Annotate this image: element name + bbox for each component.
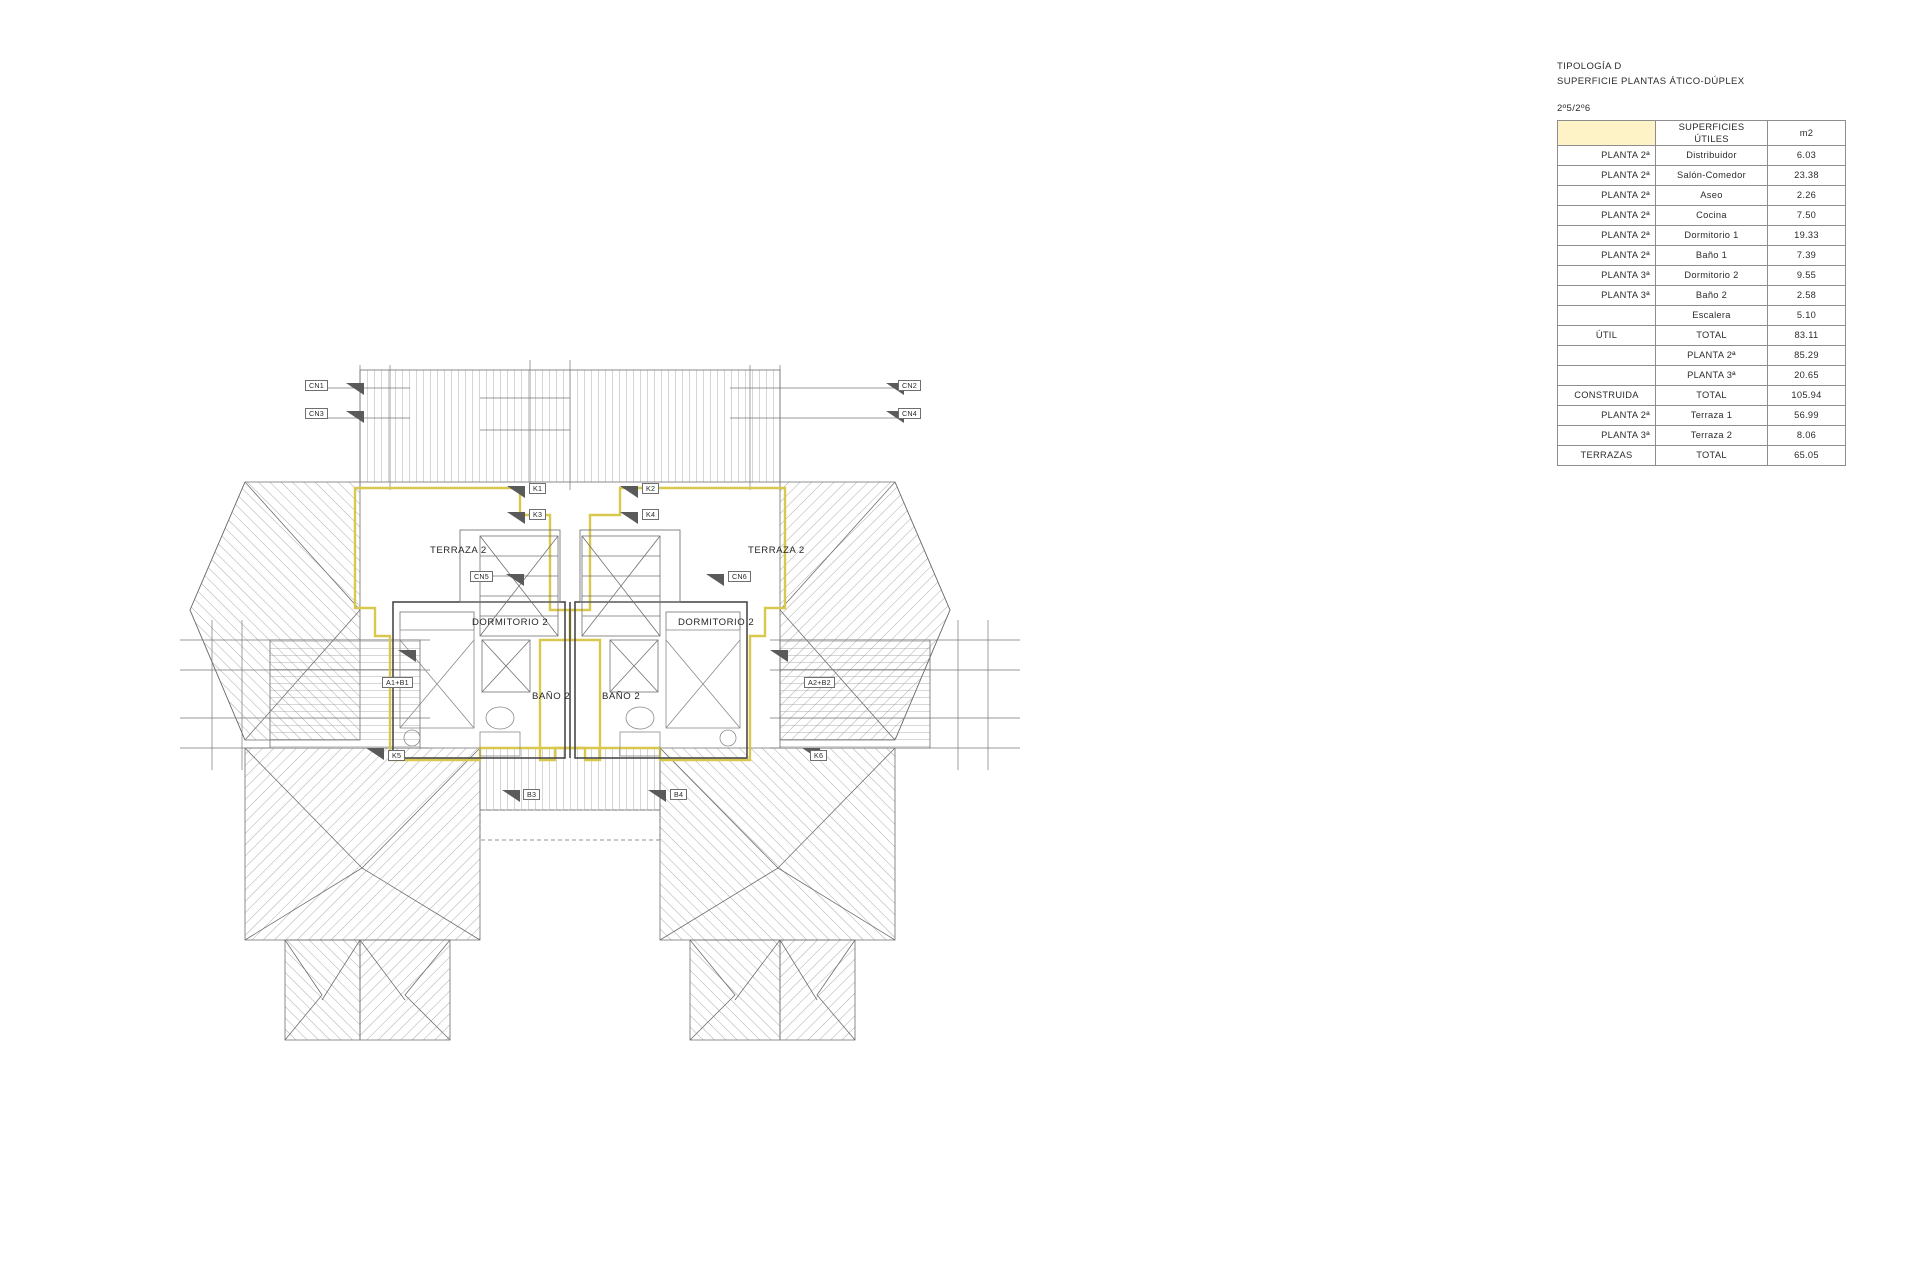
reference-tag-cn1: CN1: [305, 380, 328, 391]
row-space: Aseo: [1656, 185, 1768, 205]
row-area: 56.99: [1768, 405, 1846, 425]
row-floor: PLANTA 2ª: [1558, 405, 1656, 425]
row-floor: PLANTA 2ª: [1558, 225, 1656, 245]
sheet-title-line-1: TIPOLOGÍA D: [1557, 61, 1622, 72]
row-area: 2.58: [1768, 285, 1846, 305]
row-space: PLANTA 3ª: [1656, 365, 1768, 385]
table-row: [1558, 365, 1846, 385]
row-floor: [1558, 365, 1656, 385]
reference-tag-k2: K2: [642, 483, 659, 494]
row-space: Dormitorio 2: [1656, 265, 1768, 285]
row-space: Cocina: [1656, 205, 1768, 225]
reference-tag-cn3: CN3: [305, 408, 328, 419]
row-floor: PLANTA 3ª: [1558, 425, 1656, 445]
row-area: 7.39: [1768, 245, 1846, 265]
table-row: [1558, 425, 1846, 445]
reference-tag-b4: B4: [670, 789, 687, 800]
table-header-surfaces: [1656, 121, 1768, 146]
row-floor: PLANTA 2ª: [1558, 205, 1656, 225]
floor-plan-drawing: [150, 340, 1050, 1040]
row-floor: PLANTA 3ª: [1558, 285, 1656, 305]
row-floor: TERRAZAS: [1558, 445, 1656, 465]
table-header-unit: m2: [1768, 121, 1846, 146]
sheet-title-line-2: SUPERFICIE PLANTAS ÁTICO-DÚPLEX: [1557, 75, 1745, 87]
room-label-bano2-right: BAÑO 2: [602, 691, 641, 702]
surfaces-table: [1557, 120, 1846, 466]
row-floor: PLANTA 2ª: [1558, 165, 1656, 185]
room-label-dormitorio2-left: DORMITORIO 2: [472, 617, 549, 628]
table-row: [1558, 145, 1846, 165]
reference-tag-a2b2: A2+B2: [804, 677, 835, 688]
row-area: 8.06: [1768, 425, 1846, 445]
row-space: PLANTA 2ª: [1656, 345, 1768, 365]
reference-tag-a1b1: A1+B1: [382, 677, 413, 688]
reference-tag-cn6: CN6: [728, 571, 751, 582]
row-area: 65.05: [1768, 445, 1846, 465]
row-space: Terraza 1: [1656, 405, 1768, 425]
table-header-surfaces-line1: SUPERFICIES: [1678, 121, 1745, 133]
room-label-dormitorio2-right: DORMITORIO 2: [678, 617, 755, 628]
row-area: 105.94: [1768, 385, 1846, 405]
row-area: 6.03: [1768, 145, 1846, 165]
table-row: [1558, 305, 1846, 325]
row-floor: ÚTIL: [1558, 325, 1656, 345]
surfaces-table-block: [1557, 60, 1857, 466]
row-space: TOTAL: [1656, 385, 1768, 405]
row-space: Escalera: [1656, 305, 1768, 325]
table-header-surfaces-line2: ÚTILES: [1694, 133, 1729, 145]
table-header-highlight-cell: [1558, 121, 1656, 146]
reference-tag-k3: K3: [529, 509, 546, 520]
room-label-terraza2-left: TERRAZA 2: [430, 545, 487, 556]
reference-tag-cn5: CN5: [470, 571, 493, 582]
row-space: Distribuidor: [1656, 145, 1768, 165]
table-header-row: [1558, 121, 1846, 146]
row-area: 23.38: [1768, 165, 1846, 185]
row-area: 20.65: [1768, 365, 1846, 385]
table-row: [1558, 265, 1846, 285]
table-row-total: [1558, 385, 1846, 405]
row-area: 9.55: [1768, 265, 1846, 285]
room-label-terraza2-right: TERRAZA 2: [748, 545, 805, 556]
row-area: 5.10: [1768, 305, 1846, 325]
row-floor: PLANTA 2ª: [1558, 185, 1656, 205]
table-row: [1558, 205, 1846, 225]
row-floor: [1558, 345, 1656, 365]
table-row: [1558, 165, 1846, 185]
row-floor: [1558, 305, 1656, 325]
row-space: Salón-Comedor: [1656, 165, 1768, 185]
table-row: [1558, 245, 1846, 265]
floor-plan-svg: [150, 340, 1050, 1040]
row-space: Dormitorio 1: [1656, 225, 1768, 245]
row-floor: PLANTA 2ª: [1558, 145, 1656, 165]
room-label-bano2-left: BAÑO 2: [532, 691, 571, 702]
table-row: [1558, 345, 1846, 365]
reference-tag-k1: K1: [529, 483, 546, 494]
reference-tag-cn2: CN2: [898, 380, 921, 391]
row-area: 7.50: [1768, 205, 1846, 225]
table-row: [1558, 405, 1846, 425]
row-space: Terraza 2: [1656, 425, 1768, 445]
row-space: TOTAL: [1656, 325, 1768, 345]
table-row-total: [1558, 325, 1846, 345]
table-row: [1558, 285, 1846, 305]
sheet-subtitle: 2º5/2º6: [1557, 103, 1591, 115]
row-space: TOTAL: [1656, 445, 1768, 465]
interior-walls: [393, 530, 747, 758]
row-area: 85.29: [1768, 345, 1846, 365]
reference-tag-k4: K4: [642, 509, 659, 520]
table-row: [1558, 225, 1846, 245]
reference-tag-k5: K5: [388, 750, 405, 761]
row-space: Baño 2: [1656, 285, 1768, 305]
row-floor: CONSTRUIDA: [1558, 385, 1656, 405]
reference-tag-k6: K6: [810, 750, 827, 761]
row-area: 2.26: [1768, 185, 1846, 205]
reference-tag-cn4: CN4: [898, 408, 921, 419]
table-row: [1558, 185, 1846, 205]
row-floor: PLANTA 2ª: [1558, 245, 1656, 265]
table-row-total: [1558, 445, 1846, 465]
row-area: 19.33: [1768, 225, 1846, 245]
reference-tag-b3: B3: [523, 789, 540, 800]
row-area: 83.11: [1768, 325, 1846, 345]
row-floor: PLANTA 3ª: [1558, 265, 1656, 285]
row-space: Baño 1: [1656, 245, 1768, 265]
